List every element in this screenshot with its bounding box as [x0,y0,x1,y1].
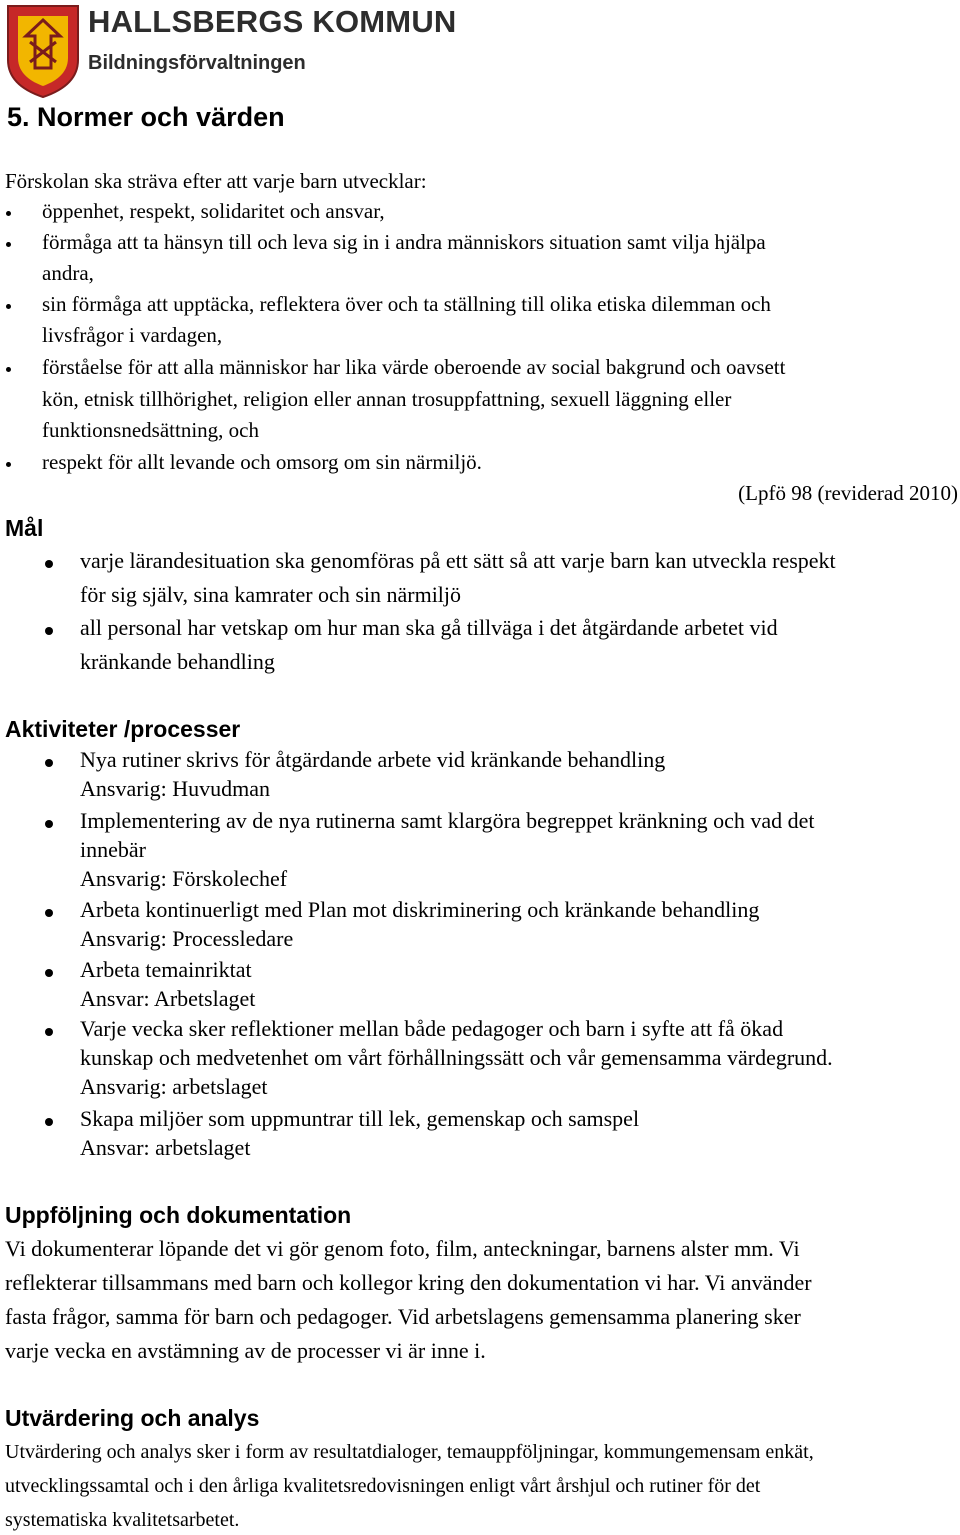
bullet-icon [45,1118,53,1126]
list-item: varje lärandesituation ska genomföras på ett sätt så att varje barn kan utveckla respekt [80,548,836,573]
paragraph-line: systematiska kvalitetsarbetet. [5,1509,240,1531]
bullet-icon [45,560,53,568]
list-item: sin förmåga att upptäcka, reflektera över och ta ställning till olika etiska dilemman och [42,292,771,316]
uppfoljning-heading: Uppföljning och dokumentation [5,1202,352,1228]
list-item-continuation: för sig själv, sina kamrater och sin närmiljö [80,582,462,607]
section-title: 5. Normer och värden [7,102,285,132]
paragraph-line: Vi dokumenterar löpande det vi gör genom foto, film, anteckningar, barnens alster mm. Vi [5,1236,800,1261]
org-name: HALLSBERGS KOMMUN [88,4,457,39]
bullet-icon [45,1028,53,1036]
list-item: öppenhet, respekt, solidaritet och ansvar, [42,199,385,223]
list-item: förståelse för att alla människor har lika värde oberoende av social bakgrund och oavsett [42,355,786,379]
bullet-icon [6,367,11,372]
list-item: all personal har vetskap om hur man ska gå tillväga i det åtgärdande arbetet vid [80,615,778,640]
bullet-icon [45,627,53,635]
responsible-line: Ansvarig: Huvudman [80,776,271,801]
list-item: Arbeta temainriktat [80,957,252,982]
list-item: förmåga att ta hänsyn till och leva sig in i andra människors situation samt vilja hjälpa [42,230,766,254]
responsible-line: Ansvarig: arbetslaget [80,1074,268,1099]
bullet-icon [6,462,11,467]
responsible-line: Ansvarig: Processledare [80,926,294,951]
bullet-icon [45,820,53,828]
paragraph-line: utvecklingssamtal och i den årliga kvalitetsredovisningen enligt vårt årshjul och rutiner för det [5,1475,761,1497]
paragraph-line: fasta frågor, samma för barn och pedagoger. Vid arbetslagens gemensamma planering sker [5,1304,801,1329]
bullet-icon [45,759,53,767]
list-item: Nya rutiner skrivs för åtgärdande arbete vid kränkande behandling [80,747,666,772]
source-citation: (Lpfö 98 (reviderad 2010) [738,481,958,505]
list-item: Varje vecka sker reflektioner mellan både pedagoger och barn i syfte att få ökad [80,1016,784,1041]
bullet-icon [6,211,11,216]
mal-heading: Mål [5,515,44,541]
responsible-line: Ansvarig: Förskolechef [80,866,288,891]
paragraph-line: varje vecka en avstämning av de processer vi är inne i. [5,1338,486,1363]
list-item: Implementering av de nya rutinerna samt klargöra begreppet kränkning och vad det [80,808,815,833]
list-item-continuation: livsfrågor i vardagen, [42,323,223,347]
paragraph-line: Utvärdering och analys sker i form av resultatdialoger, temauppföljningar, kommungemensam enkät, [5,1441,814,1463]
bullet-icon [6,304,11,309]
responsible-line: Ansvar: Arbetslaget [80,986,256,1011]
list-item: Arbeta kontinuerligt med Plan mot diskriminering och kränkande behandling [80,897,760,922]
bullet-icon [45,909,53,917]
list-item-continuation: funktionsnedsättning, och [42,418,259,442]
bullet-icon [6,242,11,247]
list-item: Skapa miljöer som uppmuntrar till lek, gemenskap och samspel [80,1106,640,1131]
list-item-continuation: kön, etnisk tillhörighet, religion eller annan trosuppfattning, sexuell läggning eller [42,387,732,411]
utvardering-heading: Utvärdering och analys [5,1405,260,1431]
intro-text: Förskolan ska sträva efter att varje barn utvecklar: [5,169,427,193]
document-header [4,2,457,98]
list-item-continuation: andra, [42,261,94,285]
list-item-continuation: kränkande behandling [80,649,275,674]
responsible-line: Ansvar: arbetslaget [80,1135,251,1160]
list-item: respekt för allt levande och omsorg om sin närmiljö. [42,450,482,474]
paragraph-line: reflekterar tillsammans med barn och kollegor kring den dokumentation vi har. Vi använder [5,1270,812,1295]
bullet-icon [45,969,53,977]
municipality-crest-logo [4,2,82,98]
list-item-continuation: innebär [80,837,146,862]
org-subtitle: Bildningsförvaltningen [88,52,306,74]
list-item-continuation: kunskap och medvetenhet om vårt förhållningssätt och vår gemensamma värdegrund. [80,1045,833,1070]
aktiviteter-heading: Aktiviteter /processer [5,716,241,742]
